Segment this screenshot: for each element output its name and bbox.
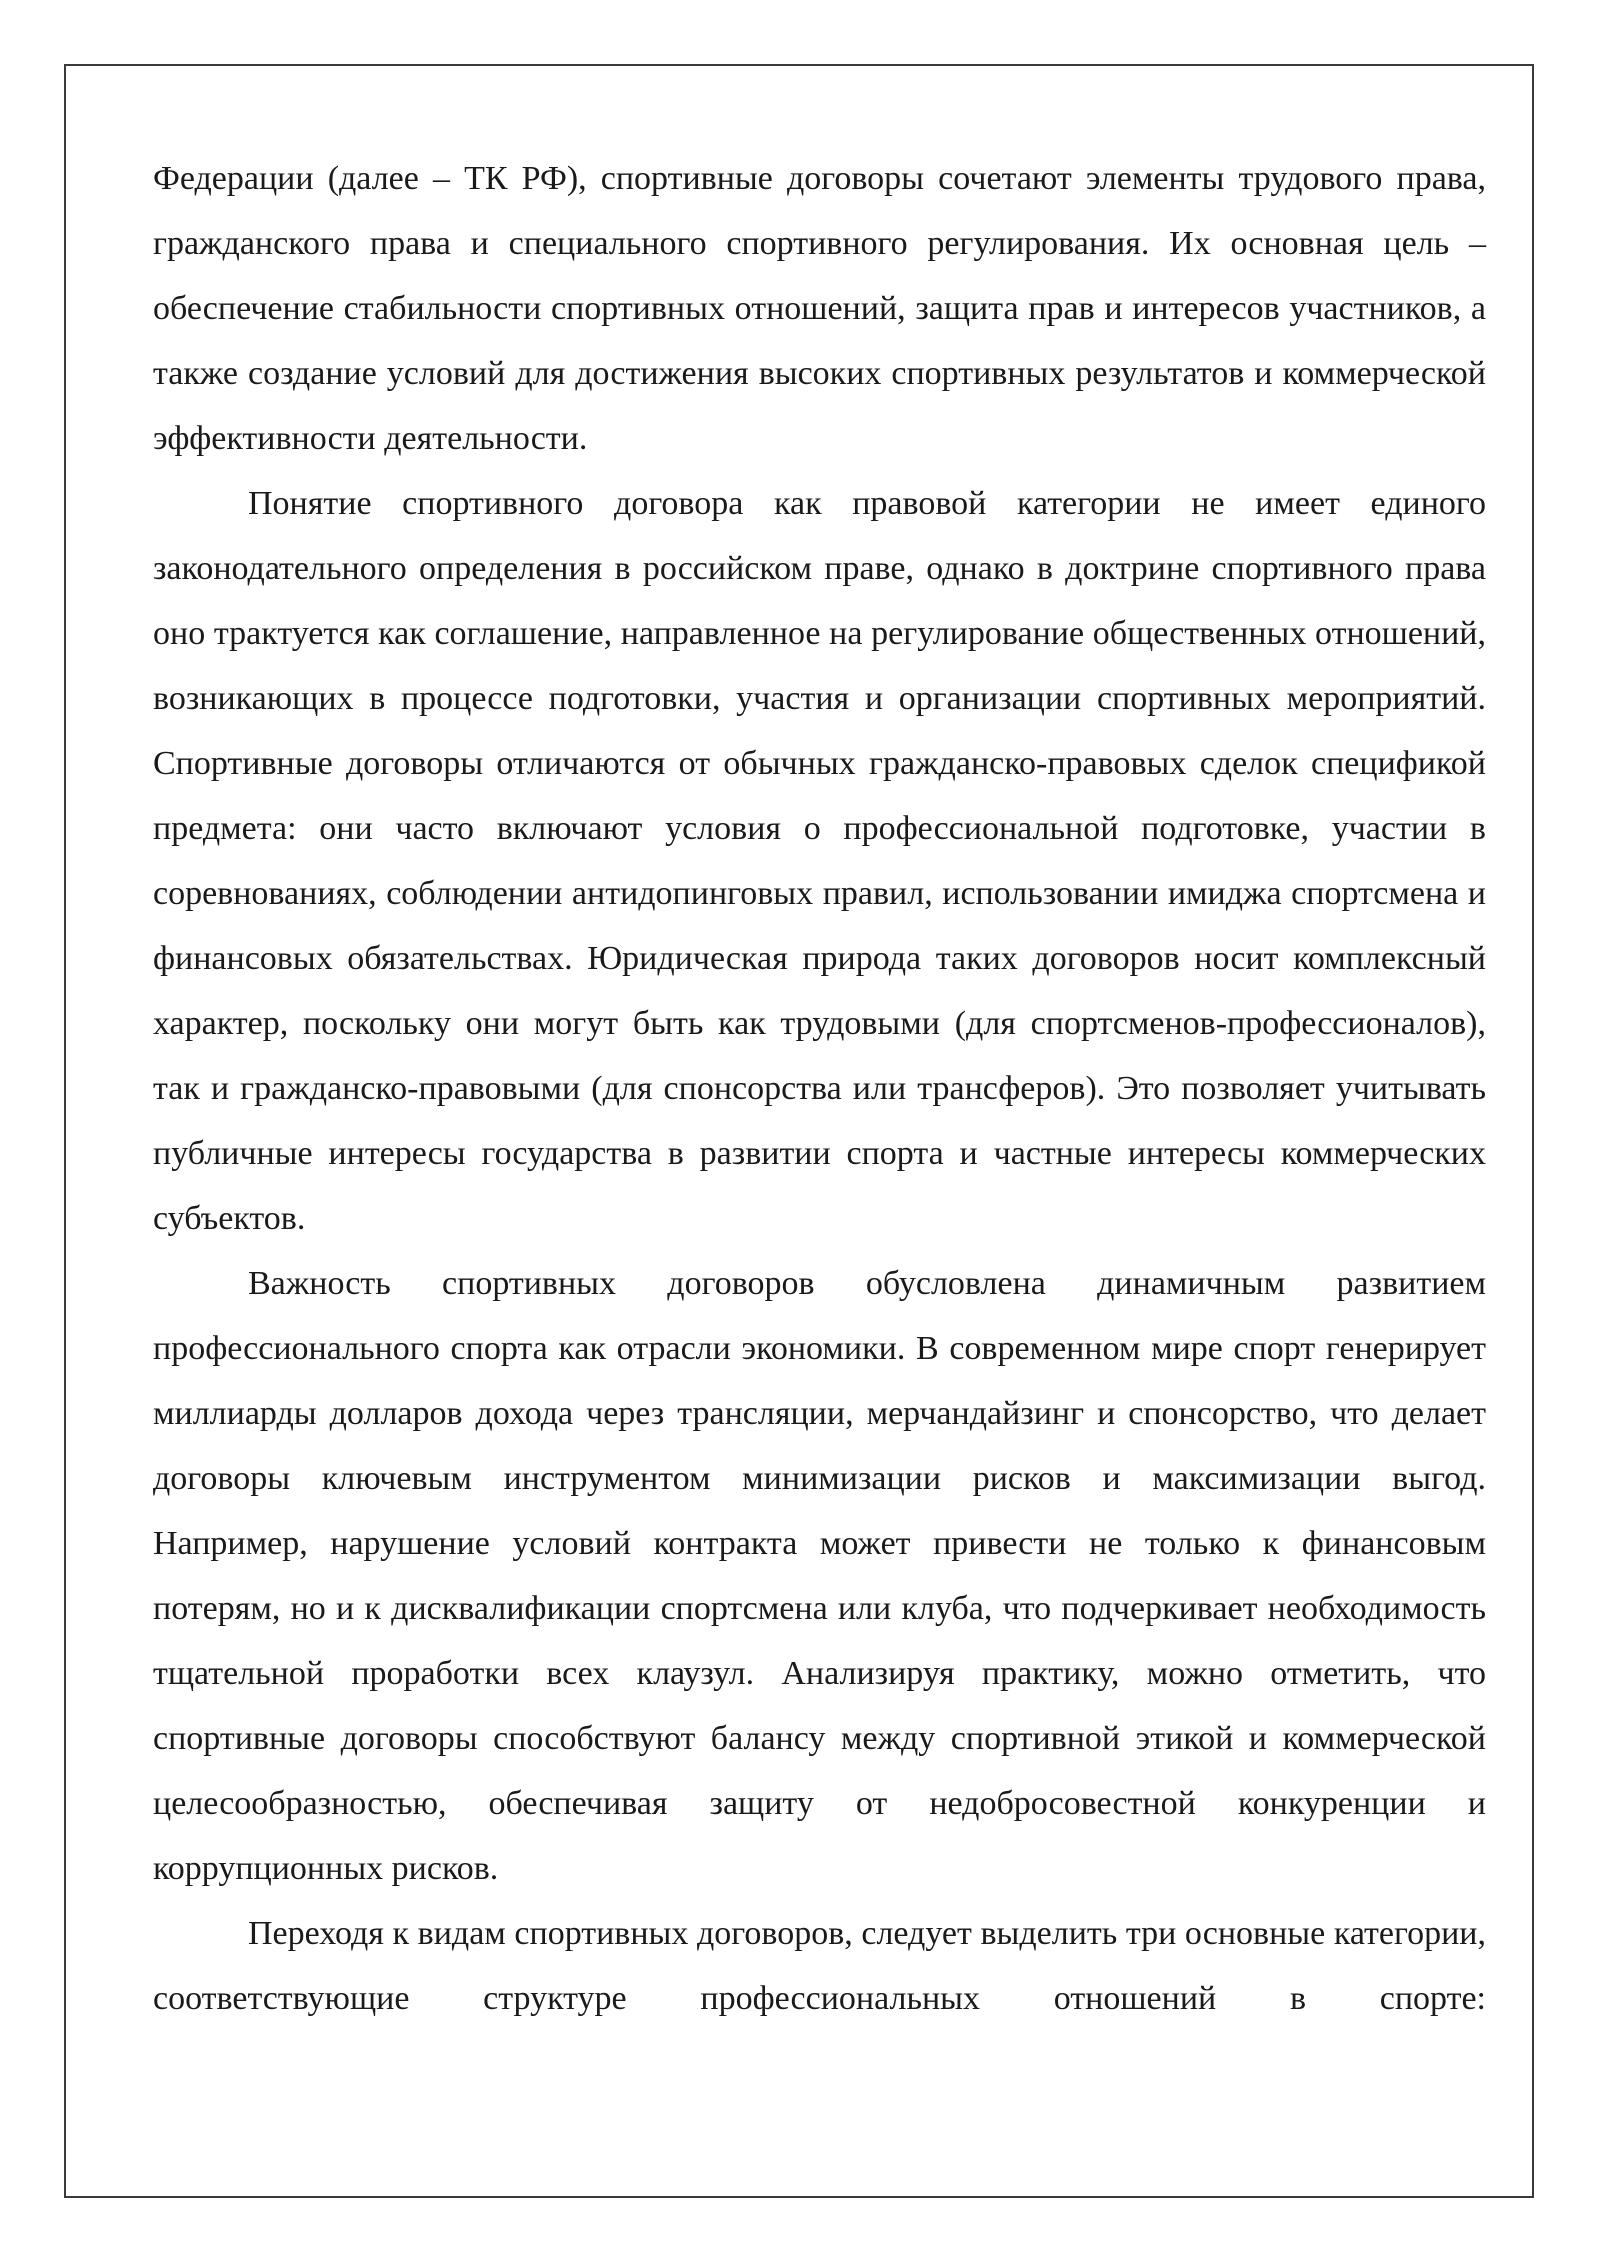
- paragraph-3: Важность спортивных договоров обусловлена динамичным развитием профессионального спорта как отрасли экономики. В современном мире спорт генерирует миллиарды долларов дохода через трансляции, мерчандайзинг и спонсорство, что делает договоры ключевым инструментом минимизации рисков и максимизации выгод. Например, нарушение условий контракта может привести не только к финансовым потерям, но и к дисквалификации спортсмена или клуба, что подчеркивает необходимость тщательной проработки всех клаузул. Анализируя практику, можно отметить, что спортивные договоры способствуют балансу между спортивной этикой и коммерческой целесообразностью, обеспечивая защиту от недобросовестной конкуренции и коррупционных рисков.: [153, 1265, 1486, 1887]
- paragraph-4: Переходя к видам спортивных договоров, следует выделить три основные категории, соответствующие структуре профессиональных отношений в спорте:: [153, 1915, 1486, 2017]
- document-body: [153, 146, 1486, 2031]
- paragraph-1: Федерации (далее – ТК РФ), спортивные договоры сочетают элементы трудового права, гражданского права и специального спортивного регулирования. Их основная цель – обеспечение стабильности спортивных отношений, защита прав и интересов участников, а также создание условий для достижения высоких спортивных результатов и коммерческой эффективности деятельности.: [153, 160, 1486, 457]
- paragraph-2: Понятие спортивного договора как правовой категории не имеет единого законодательного определения в российском праве, однако в доктрине спортивного права оно трактуется как соглашение, направленное на регулирование общественных отношений, возникающих в процессе подготовки, участия и организации спортивных мероприятий. Спортивные договоры отличаются от обычных гражданско-правовых сделок спецификой предмета: они часто включают условия о профессиональной подготовке, участии в соревнованиях, соблюдении антидопинговых правил, использовании имиджа спортсмена и финансовых обязательствах. Юридическая природа таких договоров носит комплексный характер, поскольку они могут быть как трудовыми (для спортсменов-профессионалов), так и гражданско-правовыми (для спонсорства или трансферов). Это позволяет учитывать публичные интересы государства в развитии спорта и частные интересы коммерческих субъектов.: [153, 485, 1486, 1237]
